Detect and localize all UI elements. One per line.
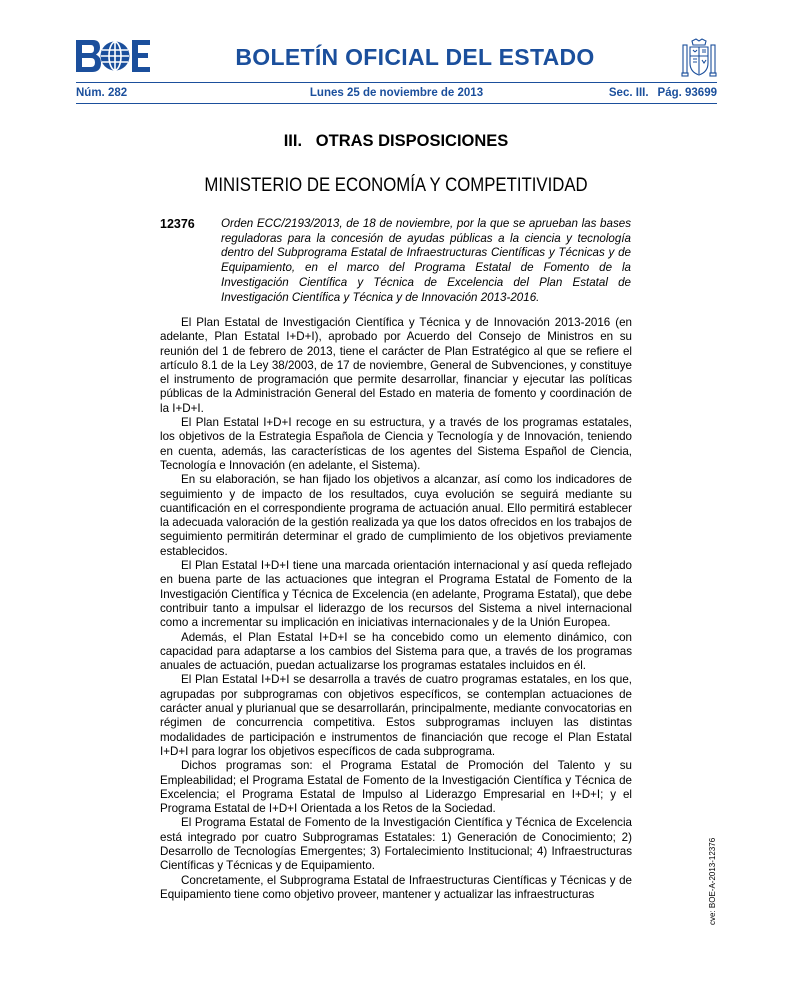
body-paragraph: El Plan Estatal I+D+I se desarrolla a través de cuatro programas estatales, en los que, agrupadas por subprogramas con objetivos específicos, se contemplan actuaciones de carácter anual y plurianual que se desarrollarán, principalmente, mediante convocatorias en régimen de concurrencia competitiva. Estos subprogramas incluyen las distintas modalidades de participación e instrumentos de financiación que recoge el Plan Estatal I+D+I para lograr los objetivos específicos de cada subprograma. [160, 673, 632, 758]
coat-of-arms-icon [680, 38, 718, 78]
issue-date: Lunes 25 de noviembre de 2013 [309, 87, 484, 99]
section-label: Sec. III. [608, 87, 649, 99]
page-number: Pág. 93699 [657, 87, 717, 99]
ministry-heading: MINISTERIO DE ECONOMÍA Y COMPETITIVIDAD [204, 174, 588, 196]
boe-logo [76, 40, 150, 72]
order-title: Orden ECC/2193/2013, de 18 de noviembre, por la que se aprueban las bases reguladoras para la concesión de ayudas públicas a la ciencia y tecnología dentro del Subprograma Estatal de Infraestructuras Científicas y Técnicas y de Equipamiento, en el marco del Programa Estatal de Fomento de la Investigación Científica y Técnica de Excelencia del Plan Estatal de Investigación Científica y Técnica y de Innovación 2013-2016. [221, 217, 631, 304]
body-paragraph: El Plan Estatal I+D+I recoge en su estructura, y a través de los programas estatales, los objetivos de la Estrategia Española de Ciencia y Tecnología y de Innovación, teniendo en cuenta, además, las características de los agentes del Sistema Español de Ciencia, Tecnología e Innovación (en adelante, el Sistema). [160, 416, 632, 472]
body-paragraph: El Plan Estatal I+D+I tiene una marcada orientación internacional y así queda reflejado en buena parte de las actuaciones que integran el Programa Estatal de Fomento de la Investigación Científica y Técnica de Excelencia (en adelante, Programa Estatal), que debe contribuir tanto a impulsar el liderazgo de los recursos del Sistema a nivel internacional como a incrementar su implicación en iniciativas internacionales y de la Unión Europea. [160, 559, 632, 630]
body-paragraph: Además, el Plan Estatal I+D+I se ha concebido como un elemento dinámico, con capacidad para adaptarse a los cambios del Sistema para que, a través de los programas anuales de actuación, puedan actualizarse los programas estatales incluidos en él. [160, 630, 632, 673]
document-body [160, 316, 632, 902]
header-rule-top [76, 82, 717, 83]
gazette-title: BOLETÍN OFICIAL DEL ESTADO [235, 44, 595, 70]
body-paragraph: Concretamente, el Subprograma Estatal de Infraestructuras Científicas y Técnicas y de Equipamiento tiene como objetivo proveer, mantener y actualizar las infraestructuras [160, 873, 632, 901]
cve-identifier: cve: BOE-A-2013-12376 [708, 837, 717, 925]
issue-number: Núm. 282 [76, 87, 128, 99]
body-paragraph: Dichos programas son: el Programa Estatal de Promoción del Talento y su Empleabilidad; el Programa Estatal de Fomento de la Investigación Científica y Técnica de Excelencia; el Programa Estatal de Impulso al Liderazgo Empresarial en I+D+I; y el Programa Estatal de I+D+I Orientada a los Retos de la Sociedad. [160, 759, 632, 816]
section-heading: III. OTRAS DISPOSICIONES [283, 132, 509, 150]
header-rule-bottom [76, 103, 717, 104]
order-number: 12376 [160, 217, 195, 231]
body-paragraph: El Plan Estatal de Investigación Científica y Técnica y de Innovación 2013-2016 (en adelante, Plan Estatal I+D+I), aprobado por Acuerdo del Consejo de Ministros en su reunión del 1 de febrero de 2013, tiene el carácter de Plan Estratégico al que se refiere el artículo 8.1 de la Ley 38/2003, de 17 de noviembre, General de Subvenciones, y constituye el instrumento de programación que permite desarrollar, financiar y ejecutar las políticas públicas de la Administración General del Estado en materia de fomento y coordinación de la I+D+I. [160, 316, 632, 415]
body-paragraph: En su elaboración, se han fijado los objetivos a alcanzar, así como los indicadores de seguimiento y de impacto de los resultados, cuya evolución se seguirá mediante su cuantificación en el correspondiente programa de actuación anual. Ello permitirá establecer la adecuada valoración de la gestión realizada ya que los datos ofrecidos en los trabajos de seguimiento permitirán determinar el grado de cumplimiento de los objetivos previamente establecidos. [160, 473, 632, 558]
section-page [609, 87, 717, 99]
body-paragraph: El Programa Estatal de Fomento de la Investigación Científica y Técnica de Excelencia está integrado por cuatro Subprogramas Estatales: 1) Generación de Conocimiento; 2) Desarrollo de Tecnologías Emergentes; 3) Fortalecimiento Institucional; 4) Infraestructuras Científicas y Técnicas y de Equipamiento. [160, 816, 632, 873]
issue-meta [76, 87, 717, 101]
